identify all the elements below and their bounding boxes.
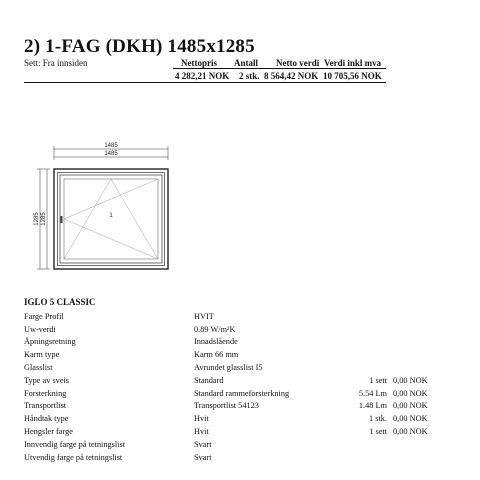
spec-value: Hvit: [194, 427, 209, 437]
spec-price: [393, 451, 443, 464]
spec-price: [393, 310, 443, 323]
spec-value: Avrundet glasslist I5: [194, 363, 263, 373]
spec-row: [24, 387, 443, 400]
spec-price: [393, 348, 443, 361]
spec-label: Åpningsretning: [24, 337, 76, 347]
spec-price: 0,00 NOK: [393, 375, 428, 385]
spec-qty: [334, 348, 393, 361]
spec-value: Standard rammeforsterkning: [194, 388, 290, 398]
width-dim-inner: 1485: [104, 151, 118, 157]
spec-qty: [334, 323, 393, 336]
spec-row: [24, 438, 443, 451]
window-drawing: [20, 140, 180, 280]
height-dim-outer: 1285: [34, 212, 40, 226]
height-dim-inner: 1285: [41, 212, 47, 226]
spec-value: Karm 66 mm: [194, 350, 239, 360]
spec-qty: 1.48 Lm: [358, 401, 387, 411]
spec-qty: [334, 310, 393, 323]
spec-row: [24, 348, 443, 361]
header-netto-verdi: Netto verdi: [276, 58, 320, 68]
spec-qty: [334, 438, 393, 451]
value-verdi-inkl-mva: 10 705,56 NOK: [323, 71, 382, 81]
spec-qty: 1 stk.: [369, 414, 387, 424]
spec-price: [393, 361, 443, 374]
spec-value: Hvit: [194, 414, 209, 424]
spec-label: Type av sveis: [24, 375, 70, 385]
spec-row: [24, 323, 443, 336]
spec-qty: [334, 451, 393, 464]
spec-value: HVIT: [194, 311, 214, 321]
spec-value: Transportlist 54123: [194, 401, 259, 411]
header-verdi-inkl-mva: Verdi inkl mva: [324, 58, 382, 68]
spec-qty: 5.54 Lm: [358, 388, 387, 398]
spec-label: Karm type: [24, 350, 60, 360]
window-frame: [54, 169, 168, 269]
value-antall: 2 stk.: [239, 71, 260, 81]
spec-label: Farge Profil: [24, 311, 64, 321]
spec-label: Innvendig farge på tetningslist: [24, 439, 126, 449]
spec-row: [24, 310, 443, 323]
spec-value: Innadslående: [194, 337, 238, 347]
spec-price: 0,00 NOK: [393, 414, 428, 424]
spec-row: [24, 336, 443, 349]
view-subtitle: Sett: Fra innsiden: [24, 58, 88, 68]
spec-qty: 1 sett: [369, 427, 387, 437]
spec-label: Glasslist: [24, 363, 53, 373]
spec-price: [393, 336, 443, 349]
spec-value: Svart: [194, 439, 212, 449]
header-nettopris: Nettopris: [181, 58, 217, 68]
spec-row: [24, 374, 443, 387]
spec-row: [24, 400, 443, 413]
spec-qty: [334, 336, 393, 349]
spec-label: Transportlist: [24, 401, 67, 411]
spec-value: Standard: [194, 375, 224, 385]
spec-price: 0,00 NOK: [393, 401, 428, 411]
spec-value: Svart: [194, 452, 212, 462]
sash-number: 1: [109, 213, 113, 219]
spec-label: Utvendig farge på tetningslist: [24, 452, 123, 462]
spec-price: [393, 323, 443, 336]
spec-label: Uw-verdi: [24, 324, 56, 334]
handle-icon: [61, 216, 63, 223]
spec-row: [24, 412, 443, 425]
spec-label: Forsterkning: [24, 388, 67, 398]
width-dim-outer: 1485: [104, 143, 118, 149]
spec-label: Hengsler farge: [24, 427, 73, 437]
header-antall: Antall: [234, 58, 259, 68]
value-netto-verdi: 8 564,42 NOK: [264, 71, 319, 81]
specs-table: [24, 310, 443, 464]
spec-qty: 1 sett: [369, 375, 387, 385]
spec-price: 0,00 NOK: [393, 388, 428, 398]
spec-value: 0.89 W/m²K: [194, 324, 236, 334]
spec-row: [24, 451, 443, 464]
header-rule: [173, 68, 386, 69]
spec-price: 0,00 NOK: [393, 427, 428, 437]
page-title: 2) 1-FAG (DKH) 1485x1285: [24, 36, 255, 57]
spec-price: [393, 438, 443, 451]
value-nettopris: 4 282,21 NOK: [175, 71, 230, 81]
values-rule: [24, 82, 386, 83]
spec-row: [24, 425, 443, 438]
spec-row: [24, 361, 443, 374]
spec-qty: [334, 361, 393, 374]
product-name: IGLO 5 CLASSIC: [24, 297, 96, 307]
spec-label: Håndtak type: [24, 414, 69, 424]
